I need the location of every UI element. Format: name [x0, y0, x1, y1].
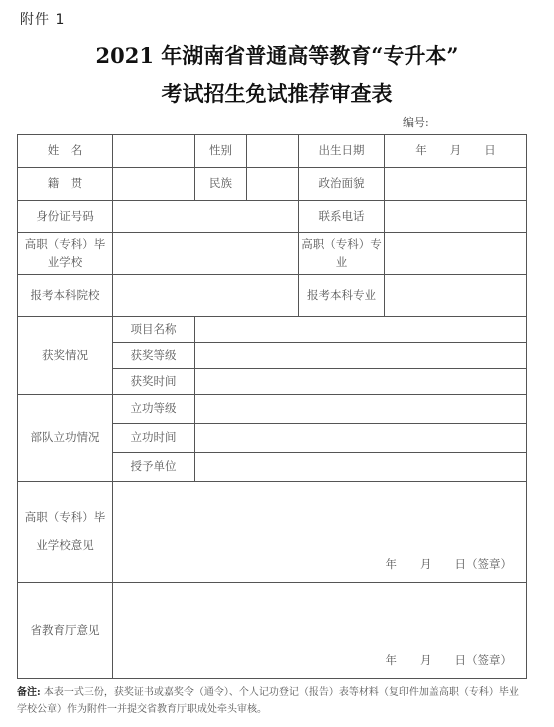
review-form-table [17, 134, 527, 679]
native-place-field[interactable] [113, 168, 195, 201]
award-name-field[interactable] [195, 317, 527, 343]
education-dept-opinion-label: 省教育厅意见 [18, 583, 113, 679]
form-title-line2: 考试招生免试推荐审查表 [161, 81, 393, 106]
form-title-line1: 2021 年湖南省普通高等教育“专升本” [95, 43, 459, 68]
college-major-label: 高职（专科）专业 [299, 233, 385, 275]
education-dept-signature-date: 年 月 日（签章） [385, 653, 512, 668]
footnote [17, 684, 527, 718]
gender-label: 性别 [195, 135, 247, 168]
merit-time-field[interactable] [195, 424, 527, 453]
native-place-label: 籍 贯 [18, 168, 113, 201]
college-major-field[interactable] [385, 233, 527, 275]
note-text: 本表一式三份，获奖证书或嘉奖令（通令）、个人记功登记（报告）表等材料（复印件加盖高职（专科）毕业学校公章）作为附件一并提交省教育厅职成处牵头审核。 [17, 687, 519, 715]
target-major-label: 报考本科专业 [299, 275, 385, 317]
ethnicity-label: 民族 [195, 168, 247, 201]
political-status-label: 政治面貌 [299, 168, 385, 201]
phone-label: 联系电话 [299, 201, 385, 233]
political-status-field[interactable] [385, 168, 527, 201]
college-school-field[interactable] [113, 233, 299, 275]
note-label: 备注: [17, 687, 41, 698]
name-label: 姓 名 [18, 135, 113, 168]
merit-level-field[interactable] [195, 395, 527, 424]
serial-number-label: 编号: [403, 116, 429, 129]
id-number-label: 身份证号码 [18, 201, 113, 233]
awards-label: 获奖情况 [18, 317, 113, 395]
ethnicity-field[interactable] [247, 168, 299, 201]
award-level-field[interactable] [195, 343, 527, 369]
merit-level-label: 立功等级 [113, 395, 195, 424]
id-number-field[interactable] [113, 201, 299, 233]
college-opinion-label: 高职（专科）毕业学校意见 [18, 482, 113, 583]
target-school-field[interactable] [113, 275, 299, 317]
education-dept-opinion-field[interactable] [113, 583, 527, 679]
award-name-label: 项目名称 [113, 317, 195, 343]
college-opinion-field[interactable] [113, 482, 527, 583]
birth-date-label: 出生日期 [299, 135, 385, 168]
award-time-field[interactable] [195, 369, 527, 395]
merit-unit-label: 授予单位 [113, 453, 195, 482]
gender-field[interactable] [247, 135, 299, 168]
award-time-label: 获奖时间 [113, 369, 195, 395]
phone-field[interactable] [385, 201, 527, 233]
merit-unit-field[interactable] [195, 453, 527, 482]
merit-time-label: 立功时间 [113, 424, 195, 453]
target-major-field[interactable] [385, 275, 527, 317]
college-school-label: 高职（专科）毕业学校 [18, 233, 113, 275]
college-signature-date: 年 月 日（签章） [385, 557, 512, 572]
award-level-label: 获奖等级 [113, 343, 195, 369]
name-field[interactable] [113, 135, 195, 168]
birth-date-field[interactable]: 年 月 日 [385, 135, 527, 168]
attachment-label: 附件 1 [20, 12, 66, 28]
military-merit-label: 部队立功情况 [18, 395, 113, 482]
target-school-label: 报考本科院校 [18, 275, 113, 317]
